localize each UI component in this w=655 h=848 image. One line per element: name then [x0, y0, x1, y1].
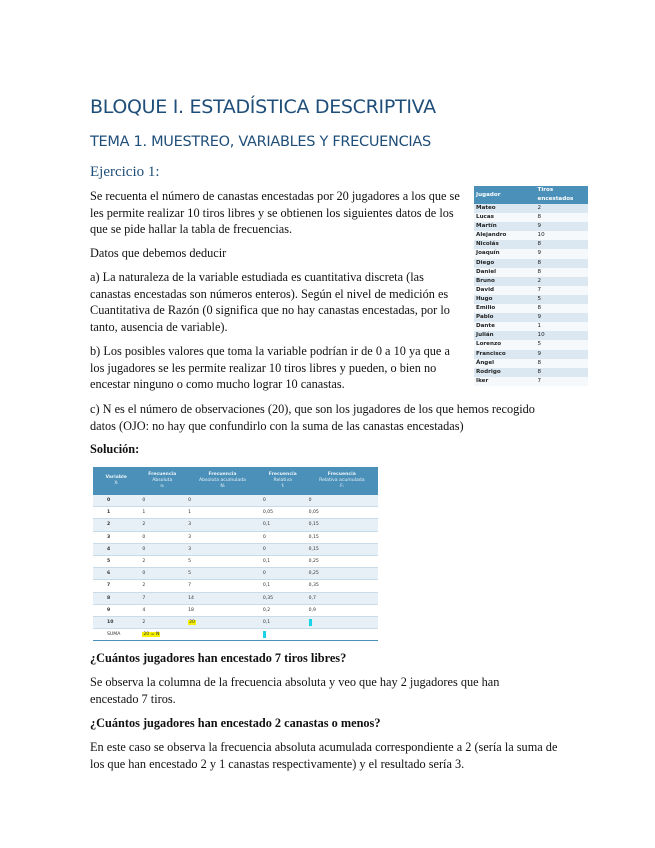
player-shots-cell: 7 [536, 286, 588, 295]
players-table-row [474, 340, 588, 349]
frequency-cell: 8 [93, 592, 139, 604]
player-name-cell: Diego [474, 259, 536, 268]
players-table-row [474, 331, 588, 340]
frequency-header-line: Absoluta acumulada [198, 478, 246, 483]
frequency-cell: 0 [260, 495, 306, 507]
frequency-cell: 2 [139, 519, 185, 531]
frequency-header-line: Frecuencia [208, 472, 237, 477]
frequency-table-row [93, 531, 378, 543]
point-a-paragraph: a) La naturaleza de la variable estudiada es cuantitativa discreta (las canastas encestadas son números enteros). Según el nivel de medición es Cuantitativa de Razón (0 significa que no hay canastas encestadas, por lo tanto, ausencia de variable). [90, 270, 450, 334]
frequency-header-cell [306, 467, 378, 495]
frequency-table-row [93, 592, 378, 604]
frequency-cell: 0 [139, 495, 185, 507]
player-shots-cell: 9 [536, 222, 588, 231]
block-heading: BLOQUE I. ESTADÍSTICA DESCRIPTIVA [90, 96, 436, 118]
players-table-row [474, 295, 588, 304]
player-shots-cell: 8 [536, 240, 588, 249]
frequency-header-line: Fᵢ [340, 484, 344, 489]
player-shots-cell: 2 [536, 204, 588, 213]
frequency-cell: 0 [139, 531, 185, 543]
player-name-cell: Lucas [474, 213, 536, 222]
frequency-cell: 3 [185, 543, 260, 555]
frequency-cell: 0,25 [306, 568, 378, 580]
player-shots-cell: 2 [536, 277, 588, 286]
frequency-cell: 2 [139, 616, 185, 628]
player-name-cell: Dante [474, 322, 536, 331]
frequency-header-cell [260, 467, 306, 495]
player-name-cell: Mateo [474, 204, 536, 213]
frequency-cell: 5 [185, 555, 260, 567]
frequency-header-line: Absoluta [152, 478, 173, 483]
frequency-header-line: nᵢ [160, 484, 165, 489]
frequency-header-line: Variable [105, 475, 127, 480]
players-table [474, 186, 588, 386]
frequency-header-cell [93, 467, 139, 495]
frequency-cell: 0,25 [306, 555, 378, 567]
players-table-row [474, 313, 588, 322]
sum-value: 20 = N [143, 632, 160, 638]
frequency-cell [185, 616, 260, 628]
cyan-highlight-mark [309, 619, 312, 626]
player-shots-cell: 7 [536, 377, 588, 386]
frequency-cell: 5 [185, 568, 260, 580]
player-name-cell: Nicolás [474, 240, 536, 249]
exercise-heading: Ejercicio 1: [90, 164, 160, 180]
frequency-table-row [93, 543, 378, 555]
frequency-cell: 0,9 [306, 604, 378, 616]
frequency-table-row [93, 495, 378, 507]
players-table-body [474, 204, 588, 386]
frequency-cell: 2 [139, 555, 185, 567]
frequency-header-line: Frecuencia [268, 472, 297, 477]
frequency-table-row [93, 580, 378, 592]
player-name-cell: Bruno [474, 277, 536, 286]
player-shots-cell: 10 [536, 331, 588, 340]
intro-paragraph: Se recuenta el número de canastas encestadas por 20 jugadores a los que se les permite realizar 10 tiros libres y se obtienen los siguientes datos de los que se pide hallar la tabla de frecuencias. [90, 189, 460, 236]
player-name-cell: David [474, 286, 536, 295]
players-table-row [474, 231, 588, 240]
deduce-paragraph: Datos que debemos deducir [90, 246, 227, 260]
frequency-header-line: Frecuencia [327, 472, 356, 477]
frequency-header-cell [185, 467, 260, 495]
players-table-row [474, 286, 588, 295]
players-table-row [474, 213, 588, 222]
frequency-cell: 0,05 [306, 507, 378, 519]
player-shots-cell: 9 [536, 249, 588, 258]
frequency-table-body [93, 495, 378, 641]
frequency-cell: 0,35 [260, 592, 306, 604]
players-table-row [474, 204, 588, 213]
player-name-cell: Lorenzo [474, 340, 536, 349]
player-name-cell: Francisco [474, 350, 536, 359]
players-table-row [474, 322, 588, 331]
frequency-table-row [93, 519, 378, 531]
frequency-cell: 0 [139, 568, 185, 580]
players-table-row [474, 350, 588, 359]
player-name-cell: Pablo [474, 313, 536, 322]
player-shots-cell: 8 [536, 359, 588, 368]
frequency-header-line: fᵢ [281, 484, 284, 489]
frequency-header-line: Relativa [273, 478, 292, 483]
frequency-cell: 0 [260, 531, 306, 543]
frequency-cell: 3 [185, 531, 260, 543]
players-header-shots: Tiros encestados [536, 186, 588, 204]
frequency-cell: 0,15 [306, 519, 378, 531]
question-2: ¿Cuántos jugadores han encestado 2 canastas o menos? [90, 716, 381, 730]
player-shots-cell: 8 [536, 304, 588, 313]
frequency-cell: 0,15 [306, 543, 378, 555]
player-name-cell: Iker [474, 377, 536, 386]
frequency-cell [260, 629, 306, 641]
frequency-cell: 3 [93, 531, 139, 543]
highlighted-value: 20 [189, 619, 195, 625]
frequency-table-row [93, 568, 378, 580]
player-name-cell: Joaquín [474, 249, 536, 258]
frequency-cell: 0 [306, 495, 378, 507]
frequency-cell: 7 [139, 592, 185, 604]
solution-label: Solución: [90, 442, 140, 456]
point-c-paragraph: c) N es el número de observaciones (20), que son los jugadores de los que hemos recogido datos (OJO: no hay que confundirlo con la suma de las canastas encestadas) [90, 402, 535, 433]
player-name-cell: Alejandro [474, 231, 536, 240]
frequency-cell [306, 629, 378, 641]
player-shots-cell: 10 [536, 231, 588, 240]
players-table-row [474, 359, 588, 368]
frequency-cell: 0,1 [260, 616, 306, 628]
players-table-row [474, 277, 588, 286]
sum-label-cell: SUMA [93, 629, 139, 641]
players-table-row [474, 249, 588, 258]
frequency-cell: 0 [93, 495, 139, 507]
frequency-cell: 2 [139, 580, 185, 592]
frequency-header-line: Nᵢ [220, 484, 225, 489]
frequency-cell: 0 [260, 543, 306, 555]
frequency-cell: 0 [260, 568, 306, 580]
frequency-cell: 4 [93, 543, 139, 555]
frequency-cell: 2 [93, 519, 139, 531]
player-name-cell: Julián [474, 331, 536, 340]
frequency-cell: 0,35 [306, 580, 378, 592]
frequency-table-row [93, 604, 378, 616]
player-shots-cell: 5 [536, 295, 588, 304]
frequency-table-row [93, 555, 378, 567]
frequency-header-line: Relativa acumulada [319, 478, 365, 483]
frequency-cell: 0,1 [260, 555, 306, 567]
frequency-cell: 18 [185, 604, 260, 616]
frequency-cell: 0,15 [306, 531, 378, 543]
frequency-cell: 3 [185, 519, 260, 531]
players-table-row [474, 304, 588, 313]
frequency-cell: 4 [139, 604, 185, 616]
frequency-cell: 5 [93, 555, 139, 567]
player-shots-cell: 8 [536, 259, 588, 268]
frequency-header-line: Xᵢ [114, 481, 119, 486]
frequency-cell: 7 [185, 580, 260, 592]
frequency-cell [306, 616, 378, 628]
player-name-cell: Martín [474, 222, 536, 231]
frequency-header-cell [139, 467, 185, 495]
frequency-header-line: Frecuencia [148, 472, 177, 477]
frequency-cell: 0 [185, 495, 260, 507]
players-table-row [474, 368, 588, 377]
frequency-cell: 0,1 [260, 580, 306, 592]
frequency-table [93, 467, 378, 641]
players-table-row [474, 222, 588, 231]
frequency-cell: 1 [139, 507, 185, 519]
answer-2: En este caso se observa la frecuencia absoluta acumulada correspondiente a 2 (sería la suma de los que han encestado 2 y 1 canastas respectivamente) y el resultado sería 3. [90, 740, 558, 771]
frequency-cell [185, 629, 260, 641]
players-table-row [474, 377, 588, 386]
player-name-cell: Daniel [474, 268, 536, 277]
players-table-row [474, 268, 588, 277]
player-shots-cell: 9 [536, 350, 588, 359]
player-name-cell: Rodrigo [474, 368, 536, 377]
frequency-table-row [93, 616, 378, 628]
topic-heading: TEMA 1. MUESTREO, VARIABLES Y FRECUENCIAS [90, 134, 431, 150]
player-shots-cell: 1 [536, 322, 588, 331]
frequency-cell: 6 [93, 568, 139, 580]
player-name-cell: Emilio [474, 304, 536, 313]
frequency-table-header [93, 467, 378, 495]
players-header-player: Jugador [474, 186, 536, 204]
frequency-cell: 0 [139, 543, 185, 555]
frequency-cell: 1 [93, 507, 139, 519]
player-name-cell: Hugo [474, 295, 536, 304]
players-table-row [474, 259, 588, 268]
frequency-cell: 7 [93, 580, 139, 592]
player-name-cell: Ángel [474, 359, 536, 368]
player-shots-cell: 8 [536, 213, 588, 222]
frequency-cell: 14 [185, 592, 260, 604]
frequency-cell: 9 [93, 604, 139, 616]
player-shots-cell: 8 [536, 268, 588, 277]
frequency-cell: 0,1 [260, 519, 306, 531]
frequency-cell: 0,7 [306, 592, 378, 604]
player-shots-cell: 5 [536, 340, 588, 349]
cyan-highlight-mark [263, 631, 266, 638]
frequency-sum-row [93, 629, 378, 641]
player-shots-cell: 8 [536, 368, 588, 377]
question-1: ¿Cuántos jugadores han encestado 7 tiros libres? [90, 651, 347, 665]
frequency-cell: 0,2 [260, 604, 306, 616]
player-shots-cell: 9 [536, 313, 588, 322]
frequency-table-row [93, 507, 378, 519]
frequency-cell: 1 [185, 507, 260, 519]
point-b-paragraph: b) Los posibles valores que toma la variable podrían ir de 0 a 10 ya que a los jugadores se les permite realizar 10 tiros libres y pueden, o bien no encestar ninguno o como mucho lograr 10 canastas. [90, 344, 450, 391]
answer-1: Se observa la columna de la frecuencia absoluta y veo que hay 2 jugadores que han encestado 7 tiros. [90, 675, 500, 706]
frequency-cell: 10 [93, 616, 139, 628]
sum-value-cell [139, 629, 185, 641]
frequency-cell: 0,05 [260, 507, 306, 519]
players-table-row [474, 240, 588, 249]
